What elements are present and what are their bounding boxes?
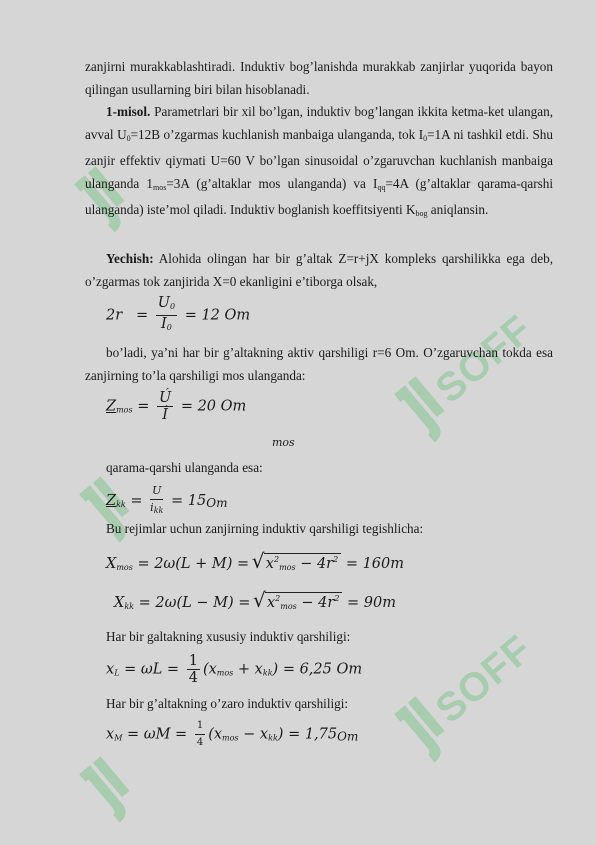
eq-den: 4 bbox=[196, 737, 204, 748]
fraction bbox=[157, 390, 173, 423]
eq-num: 1 bbox=[188, 653, 198, 669]
sqrt bbox=[265, 592, 342, 611]
eq-den: I bbox=[161, 316, 167, 332]
superscript: 2 bbox=[334, 594, 340, 603]
solution-heading: Yechish: bbox=[106, 251, 154, 266]
eq-den: 4 bbox=[188, 670, 198, 686]
equation-x-kk bbox=[114, 592, 396, 611]
equation-x-mos bbox=[106, 553, 404, 572]
eq-rhs: ) = 6,25 Om bbox=[272, 661, 363, 678]
subscript: L bbox=[114, 668, 120, 678]
eq-rhs: = 20 Om bbox=[180, 398, 247, 415]
subscript: bog bbox=[415, 209, 428, 219]
subscript: mos bbox=[216, 668, 234, 678]
eq-mid: = 2ω(L + M) = bbox=[137, 555, 250, 572]
eq-term: − 4r bbox=[295, 555, 334, 572]
superscript: 2 bbox=[333, 555, 339, 564]
paragraph-self-inductive: Har bir galtakning xususiy induktiv qarshiligi: bbox=[106, 629, 351, 644]
eq-rhs: = 160m bbox=[345, 555, 405, 572]
subscript: mos bbox=[222, 733, 239, 743]
example-text: Parametrlari bir xil bo’lgan, induktiv bog’langan ikkita ketma-ket ulangan, avval U bbox=[85, 104, 553, 142]
paragraph-modes: Bu rejimlar uchun zanjirning induktiv qarshiligi tegishlicha: bbox=[106, 521, 424, 536]
sqrt bbox=[264, 553, 341, 572]
fraction bbox=[156, 295, 177, 336]
subscript: qq bbox=[377, 182, 386, 192]
eq-num: 1 bbox=[195, 718, 205, 735]
subscript: mos bbox=[152, 182, 167, 192]
eq-mid: = 2ω(L − M) = bbox=[138, 594, 251, 611]
example-heading: 1-misol. bbox=[106, 104, 151, 119]
eq-den: İ bbox=[162, 407, 168, 423]
eq-term: − 4r bbox=[296, 594, 335, 611]
eq-unit: Om bbox=[337, 729, 359, 744]
eq-lhs: 2r bbox=[106, 307, 123, 324]
eq-num: U bbox=[150, 483, 163, 500]
paragraph-ac: bo’ladi, ya’ni har bir g’altakning aktiv qarshiligi r=6 Om. O’zgaruvchan tokda esa zanjirning to’la qarshiligi mos ulanganda: bbox=[85, 345, 553, 383]
paragraph-example bbox=[85, 101, 553, 226]
equation-z-mos: $Z_{mos}$ = $\frac{Ú}{İ}$ = 20 Om bbox=[106, 390, 247, 423]
eq-term: x bbox=[266, 594, 276, 611]
eq-term: (x bbox=[208, 726, 223, 743]
eq-rhs: = 90m bbox=[347, 594, 396, 611]
example-text: =12B o’zgarmas kuchlanish manbaiga ulanganda, tok I bbox=[130, 126, 424, 142]
subscript: kk bbox=[116, 500, 126, 509]
subscript: kk bbox=[268, 733, 278, 743]
equation-resistance: 2r = $\frac{U_0}{I_0}$ = 12 Om bbox=[106, 295, 250, 336]
superscript: 2 bbox=[275, 594, 281, 603]
subscript: mos bbox=[279, 562, 296, 572]
example-text: =1A ni tashkil etdi. Shu zanjir effektiv qiymati U=60 V bo’lgan sinusoidal o’zgaruvchan kuchlanish manbaiga ulanganda 1 bbox=[85, 126, 553, 191]
eq-rhs: = 12 Om bbox=[184, 307, 251, 324]
superscript: 2 bbox=[273, 555, 280, 564]
eq-lhs: Z bbox=[106, 493, 117, 509]
eq-den: i bbox=[150, 501, 154, 514]
subscript: mos bbox=[116, 405, 133, 415]
eq-term: (x bbox=[202, 661, 217, 678]
eq-lhs: X bbox=[106, 555, 117, 572]
subscript: mos bbox=[116, 562, 133, 572]
eq-rhs: ) = 1,75 bbox=[277, 726, 338, 743]
eq-term: x bbox=[265, 555, 274, 572]
equation-z-kk: $Z_{kk}$ = $\frac{U}{i_{kk}}$ = $15_{Om}$ bbox=[106, 483, 227, 519]
eq-term: + x bbox=[233, 661, 263, 678]
eq-rhs: = 15 bbox=[171, 493, 207, 509]
fraction bbox=[187, 653, 200, 686]
example-text: aniqlansin. bbox=[427, 202, 489, 218]
watermark-text: SOFF bbox=[427, 626, 541, 732]
eq-lhs: Z bbox=[106, 398, 117, 415]
stray-subscript: mos bbox=[272, 436, 295, 449]
eq-mid: = ωM = bbox=[127, 726, 188, 743]
solution-text: Alohida olingan har bir g’altak Z=r+jX kompleks qarshilikka ega deb, o’zgarmas tok zanjirida X=0 ekanligini e’tiborga olsak, bbox=[85, 251, 553, 289]
fraction bbox=[195, 718, 205, 751]
paragraph-solution bbox=[85, 248, 553, 293]
equation-x-m bbox=[106, 718, 358, 751]
eq-mid: = ωL = bbox=[124, 661, 180, 678]
subscript: 0 bbox=[423, 133, 428, 143]
watermark-text: SOFF bbox=[427, 306, 541, 412]
equation-x-l bbox=[106, 653, 362, 686]
subscript: kk bbox=[153, 506, 164, 515]
subscript: 0 bbox=[166, 323, 172, 332]
paragraph-mutual-inductive: Har bir g’altakning o’zaro induktiv qarshiligi: bbox=[106, 696, 349, 711]
eq-num: U bbox=[157, 295, 170, 311]
eq-lhs: X bbox=[114, 594, 125, 611]
fraction bbox=[150, 483, 163, 519]
paragraph-intro: zanjirni murakkablashtiradi. Induktiv bog’lanishda murakkab zanjirlar yuqorida bayon qilingan usullarning biri bilan hisoblanadi. bbox=[85, 59, 553, 97]
eq-num: Ú bbox=[158, 390, 172, 406]
paragraph-opposite: qarama-qarshi ulanganda esa: bbox=[106, 460, 263, 475]
subscript: 0 bbox=[170, 302, 176, 311]
subscript: kk bbox=[262, 668, 273, 678]
eq-term: − x bbox=[238, 726, 269, 743]
subscript: M bbox=[114, 733, 123, 743]
eq-lhs: x bbox=[106, 726, 115, 743]
subscript: 0 bbox=[126, 133, 131, 143]
subscript: mos bbox=[280, 601, 297, 611]
eq-lhs: x bbox=[106, 661, 115, 678]
eq-unit: Om bbox=[206, 496, 228, 510]
example-text: =3A (g’altaklar mos ulanganda) va I bbox=[166, 175, 378, 191]
watermark-mark-icon bbox=[70, 750, 146, 829]
subscript: kk bbox=[124, 601, 135, 611]
example-text: =4A (g’altaklar qarama-qarshi ulanganda) iste’mol qiladi. Induktiv boglanish koeffitsiyenti K bbox=[85, 175, 553, 218]
